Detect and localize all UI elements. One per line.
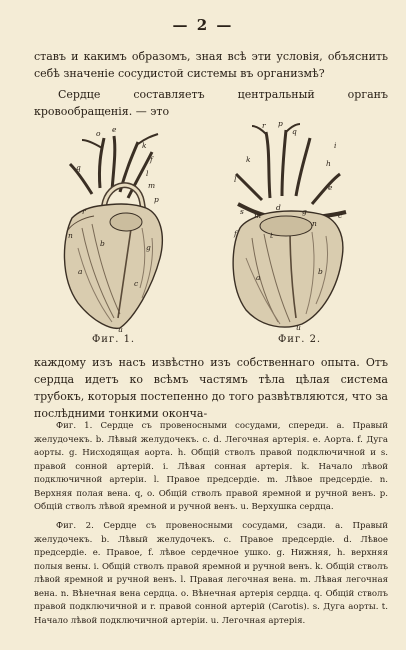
- svg-text:q: q: [76, 163, 81, 172]
- figure-1-legend-text: Фиг. 1. Сердце съ провеносными сосудами, спереди. а. Правый желудочекъ. b. Лѣвый желудочекъ. с. d. Легочная артерія. е. Аорта. f. Дуга аорты. g. Нисходящая аорта. h. Общій стволъ правой подключичной и s. правой сонной артерій. i. Лѣвая сонная артерія. k. Начало лѣвой подключичной артеріи. l. Правое предсердіе. m. Лѣвое предсердіе. n. Верхняя полая вена. q, o. Общій стволъ правой яремной и ручной венъ. p. Общій стволъ лѣвой яремной и ручной венъ. u. Верхушка сердца.: [34, 421, 388, 512]
- page-number: — 2 —: [172, 16, 234, 34]
- paragraph-intro: [34, 48, 388, 82]
- figure-2-caption: Фиг. 2.: [278, 334, 322, 345]
- figure-2-legend: [34, 520, 388, 628]
- svg-text:u: u: [296, 323, 301, 332]
- svg-text:c: c: [338, 211, 343, 220]
- figure-1-legend: [34, 420, 388, 515]
- svg-text:f: f: [234, 229, 237, 238]
- svg-text:n: n: [68, 231, 73, 240]
- svg-text:s: s: [240, 207, 244, 216]
- svg-text:d: d: [276, 203, 281, 212]
- paragraph-intro-text: ставъ и какимъ образомъ, зная всѣ эти условія, объяснить себѣ значеніе сосудистой системы въ организмѣ?: [34, 50, 388, 80]
- svg-text:a: a: [78, 267, 83, 276]
- paragraph-vessels: [34, 354, 388, 422]
- svg-text:k: k: [142, 141, 147, 150]
- svg-text:c: c: [134, 279, 139, 288]
- svg-text:q: q: [292, 127, 297, 136]
- svg-text:p: p: [278, 119, 283, 128]
- heart-front-illustration: [42, 118, 192, 333]
- svg-text:o: o: [96, 129, 101, 138]
- heart-back-illustration: [216, 118, 366, 333]
- figure-2-heart-back: [216, 118, 366, 333]
- figure-1-heart-front: [42, 118, 192, 333]
- svg-text:p: p: [154, 195, 159, 204]
- svg-text:l: l: [146, 169, 149, 178]
- svg-text:k: k: [246, 155, 251, 164]
- svg-text:r: r: [82, 207, 86, 216]
- paragraph-vessels-text: каждому изъ насъ извѣстно изъ собственнаго опыта. Отъ сердца идетъ ко всѣмъ частямъ тѣла цѣлая система трубокъ, которыя постепенно до того развѣтвляются, что за послѣдними тонкими оконча-: [34, 356, 388, 420]
- svg-text:e: e: [112, 125, 117, 134]
- svg-text:g: g: [302, 207, 307, 216]
- svg-text:a: a: [256, 273, 261, 282]
- svg-text:h: h: [326, 159, 331, 168]
- svg-text:b: b: [318, 267, 323, 276]
- svg-text:e: e: [328, 183, 333, 192]
- svg-text:u: u: [118, 325, 123, 333]
- figure-1-caption: Фиг. 1.: [92, 334, 136, 345]
- paragraph-heart: [34, 86, 388, 120]
- svg-text:i: i: [334, 141, 337, 150]
- svg-text:n: n: [312, 219, 317, 228]
- svg-text:m: m: [254, 211, 262, 220]
- svg-text:g: g: [146, 243, 151, 252]
- svg-text:f: f: [150, 155, 153, 164]
- svg-text:t: t: [270, 231, 274, 240]
- figure-2-legend-text: Фиг. 2. Сердце съ провеносными сосудами, сзади. а. Правый желудочекъ. b. Лѣвый желудочекъ. с. Правое предсердіе. d. Лѣвое предсердіе. е. Правое, f. лѣвое сердечное ушко. g. Нижняя, h. верхняя полыя вены. i. Общій стволъ правой яремной и ручной венъ. k. Общій стволъ лѣвой яремной и ручной венъ. l. Правая легочная вена. m. Лѣвая легочная вена. n. Вѣнечная вена сердца. о. Вѣнечная артерія сердца. q. Общій стволъ правой подключичной и r. правой сонной артерій (Carotis). s. Дуга аорты. t. Начало лѣвой подключичной артеріи. u. Легочная артерія.: [34, 521, 388, 626]
- svg-text:l: l: [234, 175, 237, 184]
- svg-text:m: m: [148, 181, 156, 190]
- svg-text:b: b: [100, 239, 105, 248]
- svg-text:r: r: [262, 121, 266, 130]
- paragraph-heart-text: Сердце составляетъ центральный органъ кровообращенія. — это: [34, 88, 388, 118]
